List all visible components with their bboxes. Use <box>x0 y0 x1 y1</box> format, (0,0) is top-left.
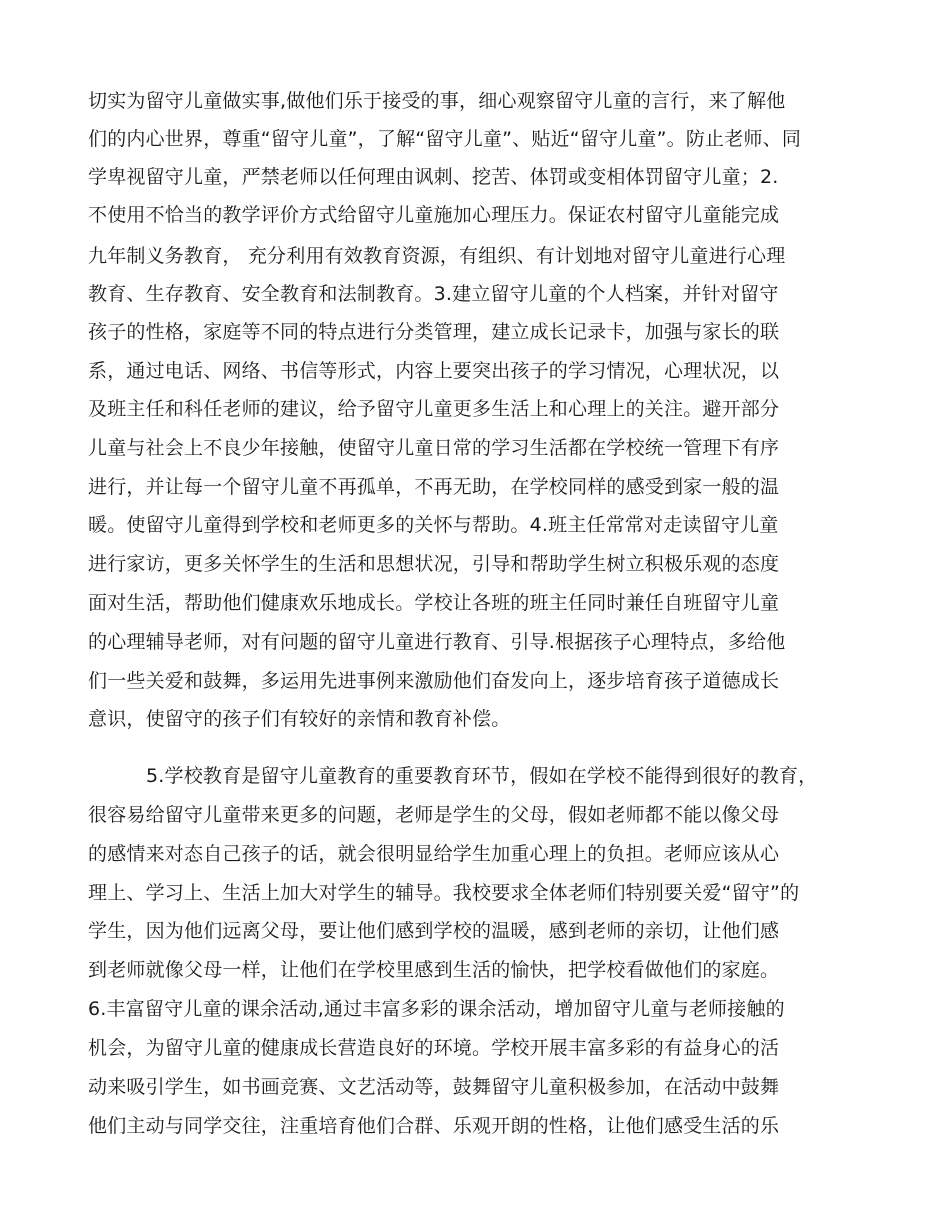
text-line: 九年制义务教育， 充分利用有效教育资源，有组织、有计划地对留守儿童进行心理 <box>88 245 786 267</box>
text-line: 儿童与社会上不良少年接触，使留守儿童日常的学习生活都在学校统一管理下有序 <box>88 437 780 459</box>
text-line: 不使用不恰当的教学评价方式给留守儿童施加心理压力。保证农村留守儿童能完成 <box>88 204 780 226</box>
text-line: 的心理辅导老师，对有问题的留守儿童进行教育、引导.根据孩子心理特点，多给他 <box>88 631 786 653</box>
text-line: 进行家访，更多关怀学生的生活和思想状况，引导和帮助学生树立积极乐观的态度 <box>88 553 780 575</box>
text-line: 理上、学习上、生活上加大对学生的辅导。我校要求全体老师们特别要关爱“留守”的 <box>88 882 800 904</box>
text-line: 及班主任和科任老师的建议，给予留守儿童更多生活上和心理上的关注。避开部分 <box>88 398 780 420</box>
text-line: 动来吸引学生，如书画竞赛、文艺活动等，鼓舞留守儿童积极参加，在活动中鼓舞 <box>88 1076 780 1098</box>
text-line: 意识，使留守的孩子们有较好的亲情和教育补偿。 <box>88 708 511 730</box>
text-line: 们的内心世界，尊重“留守儿童”，了解“留守儿童”、贴近“留守儿童”。防止老师、同 <box>88 128 802 150</box>
text-line: 6.丰富留守儿童的课余活动,通过丰富多彩的课余活动，增加留守儿童与老师接触的 <box>88 998 785 1020</box>
text-line: 系，通过电话、网络、书信等形式，内容上要突出孩子的学习情况，心理状况，以 <box>88 360 780 382</box>
text-line: 孩子的性格，家庭等不同的特点进行分类管理，建立成长记录卡，加强与家长的联 <box>88 321 780 343</box>
text-line: 他们主动与同学交往，注重培育他们合群、乐观开朗的性格，让他们感受生活的乐 <box>88 1115 780 1137</box>
text-line: 面对生活，帮助他们健康欢乐地成长。学校让各班的班主任同时兼任自班留守儿童 <box>88 592 780 614</box>
text-line: 们一些关爱和鼓舞，多运用先进事例来激励他们奋发向上，逐步培育孩子道德成长 <box>88 670 780 692</box>
text-line: 的感情来对态自己孩子的话，就会很明显给学生加重心理上的负担。老师应该从心 <box>88 843 780 865</box>
text-line: 暖。使留守儿童得到学校和老师更多的关怀与帮助。4.班主任常常对走读留守儿童 <box>88 514 779 536</box>
text-line: 教育、生存教育、安全教育和法制教育。3.建立留守儿童的个人档案，并针对留守 <box>88 283 779 305</box>
text-line: 学生，因为他们远离父母，要让他们感到学校的温暖，感到老师的亲切，让他们感 <box>88 920 780 942</box>
text-line: 切实为留守儿童做实事,做他们乐于接受的事，细心观察留守儿童的言行，来了解他 <box>88 90 786 112</box>
text-line: 很容易给留守儿童带来更多的问题，老师是学生的父母，假如老师都不能以像父母 <box>88 804 780 826</box>
text-line: 到老师就像父母一样，让他们在学校里感到生活的愉快，把学校看做他们的家庭。 <box>88 959 780 981</box>
text-line: 学卑视留守儿童，严禁老师以任何理由讽刺、挖苦、体罚或变相体罚留守儿童；2. <box>88 166 779 188</box>
text-line: 5.学校教育是留守儿童教育的重要教育环节，假如在学校不能得到很好的教育， <box>146 765 818 787</box>
text-line: 机会，为留守儿童的健康成长营造良好的环境。学校开展丰富多彩的有益身心的活 <box>88 1037 780 1059</box>
text-line: 进行，并让每一个留守儿童不再孤单，不再无助，在学校同样的感受到家一般的温 <box>88 476 780 498</box>
